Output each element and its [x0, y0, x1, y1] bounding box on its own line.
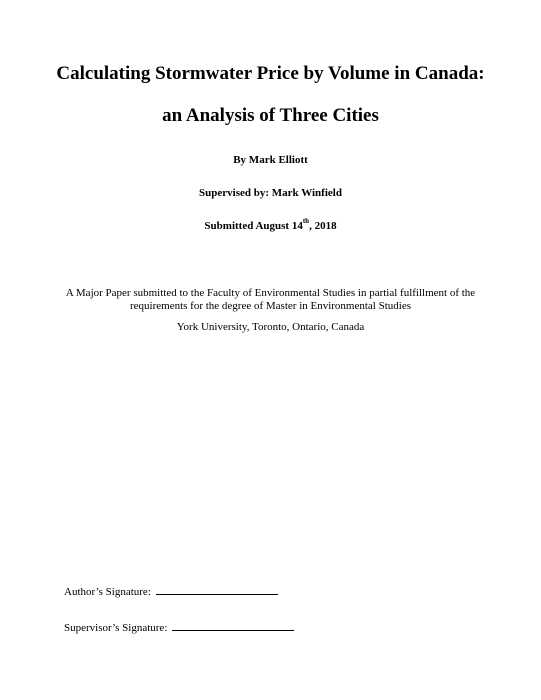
supervisor-signature-row [64, 620, 294, 635]
submitted-suffix: , 2018 [309, 220, 337, 232]
supervisor-signature-label: Supervisor’s Signature: [64, 622, 168, 634]
author-signature-row [64, 584, 278, 599]
title-line-1: Calculating Stormwater Price by Volume in Canada: [56, 63, 485, 84]
paper-description [0, 287, 541, 313]
author-signature-label: Author’s Signature: [64, 586, 151, 598]
submitted-line [0, 217, 541, 233]
description-line-2: requirements for the degree of Master in Environmental Studies [129, 300, 412, 312]
submitted-prefix: Submitted August 14 [204, 220, 303, 232]
supervisor-line: Supervised by: Mark Winfield [199, 187, 342, 199]
author-line: By Mark Elliott [233, 154, 308, 166]
supervisor-signature-line [172, 620, 294, 631]
submitted-ordinal: th [302, 217, 310, 226]
title-line-2: an Analysis of Three Cities [162, 105, 379, 126]
description-line-1: A Major Paper submitted to the Faculty of Environmental Studies in partial fulfillment of the [65, 287, 476, 299]
institution-line: York University, Toronto, Ontario, Canada [176, 321, 365, 333]
author-signature-line [156, 584, 278, 595]
